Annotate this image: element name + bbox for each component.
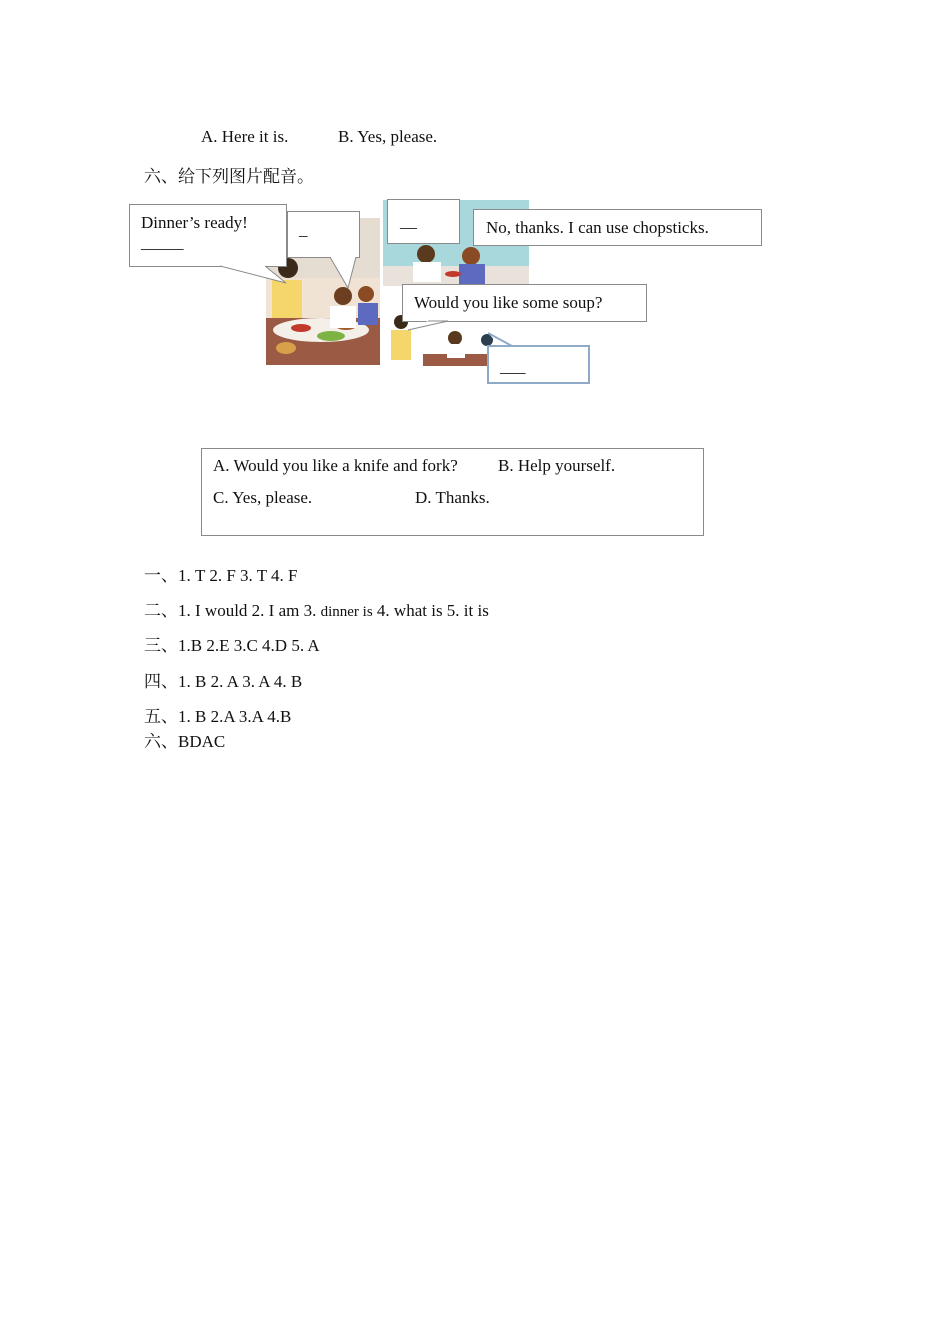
answer-line-5-prefix: 五、 xyxy=(144,707,178,726)
bubble-blank-2-text: _ xyxy=(299,220,308,239)
answer-line-3 xyxy=(144,631,320,656)
answer-line-3-text: 1.B 2.E 3.C 4.D 5. A xyxy=(178,636,320,655)
answer-line-6 xyxy=(144,727,225,752)
bubble-soup-tail xyxy=(408,320,458,332)
answer-line-6-text: BDAC xyxy=(178,732,226,751)
bubble-blank-3 xyxy=(387,199,460,244)
answer-line-5 xyxy=(144,702,291,727)
bubble-dinner-ready-blank: _____ xyxy=(141,233,184,252)
option-d: D. Thanks. xyxy=(415,488,490,507)
answer-line-4-prefix: 四、 xyxy=(144,672,178,691)
bubble-soup xyxy=(402,284,647,322)
prev-option-b: B. Yes, please. xyxy=(338,127,438,146)
bubble-blank-2-tail xyxy=(328,256,358,290)
bubble-blank-4-text: ___ xyxy=(500,357,526,376)
answer-line-2-prefix: 二、 xyxy=(144,601,178,620)
option-b: B. Help yourself. xyxy=(498,456,616,475)
prev-option-a: A. Here it is. xyxy=(201,127,289,146)
section-six-heading: 六、给下列图片配音。 xyxy=(144,167,314,186)
answer-line-2-text: 1. I would 2. I am 3. xyxy=(178,601,317,620)
bubble-soup-text: Would you like some soup? xyxy=(414,293,603,312)
bubble-dinner-ready xyxy=(129,204,287,267)
answer-line-6-prefix: 六、 xyxy=(144,732,178,751)
answer-line-1-prefix: 一、 xyxy=(144,566,178,585)
answer-line-4-text: 1. B 2. A 3. A 4. B xyxy=(178,672,303,691)
answer-line-2-small: dinner is xyxy=(320,604,373,620)
answer-line-3-prefix: 三、 xyxy=(144,636,178,655)
answer-line-1 xyxy=(144,561,298,586)
option-a: A. Would you like a knife and fork? xyxy=(213,456,458,475)
bubble-dinner-ready-text: Dinner’s ready! xyxy=(141,213,248,232)
answer-line-2-suffix: 4. what is 5. it is xyxy=(376,601,489,620)
bubble-dinner-ready-tail xyxy=(220,265,290,285)
answer-line-2 xyxy=(144,596,489,621)
bubble-chopsticks-text: No, thanks. I can use chopsticks. xyxy=(486,218,709,237)
option-c: C. Yes, please. xyxy=(213,488,313,507)
bubble-chopsticks xyxy=(473,209,762,246)
bubble-blank-3-text: __ xyxy=(400,212,417,231)
options-box xyxy=(201,448,704,536)
bubble-blank-2 xyxy=(287,211,360,258)
answer-line-1-text: 1. T 2. F 3. T 4. F xyxy=(178,566,298,585)
bubble-blank-4 xyxy=(487,345,590,384)
answer-line-4 xyxy=(144,667,302,692)
answer-line-5-text: 1. B 2.A 3.A 4.B xyxy=(178,707,292,726)
